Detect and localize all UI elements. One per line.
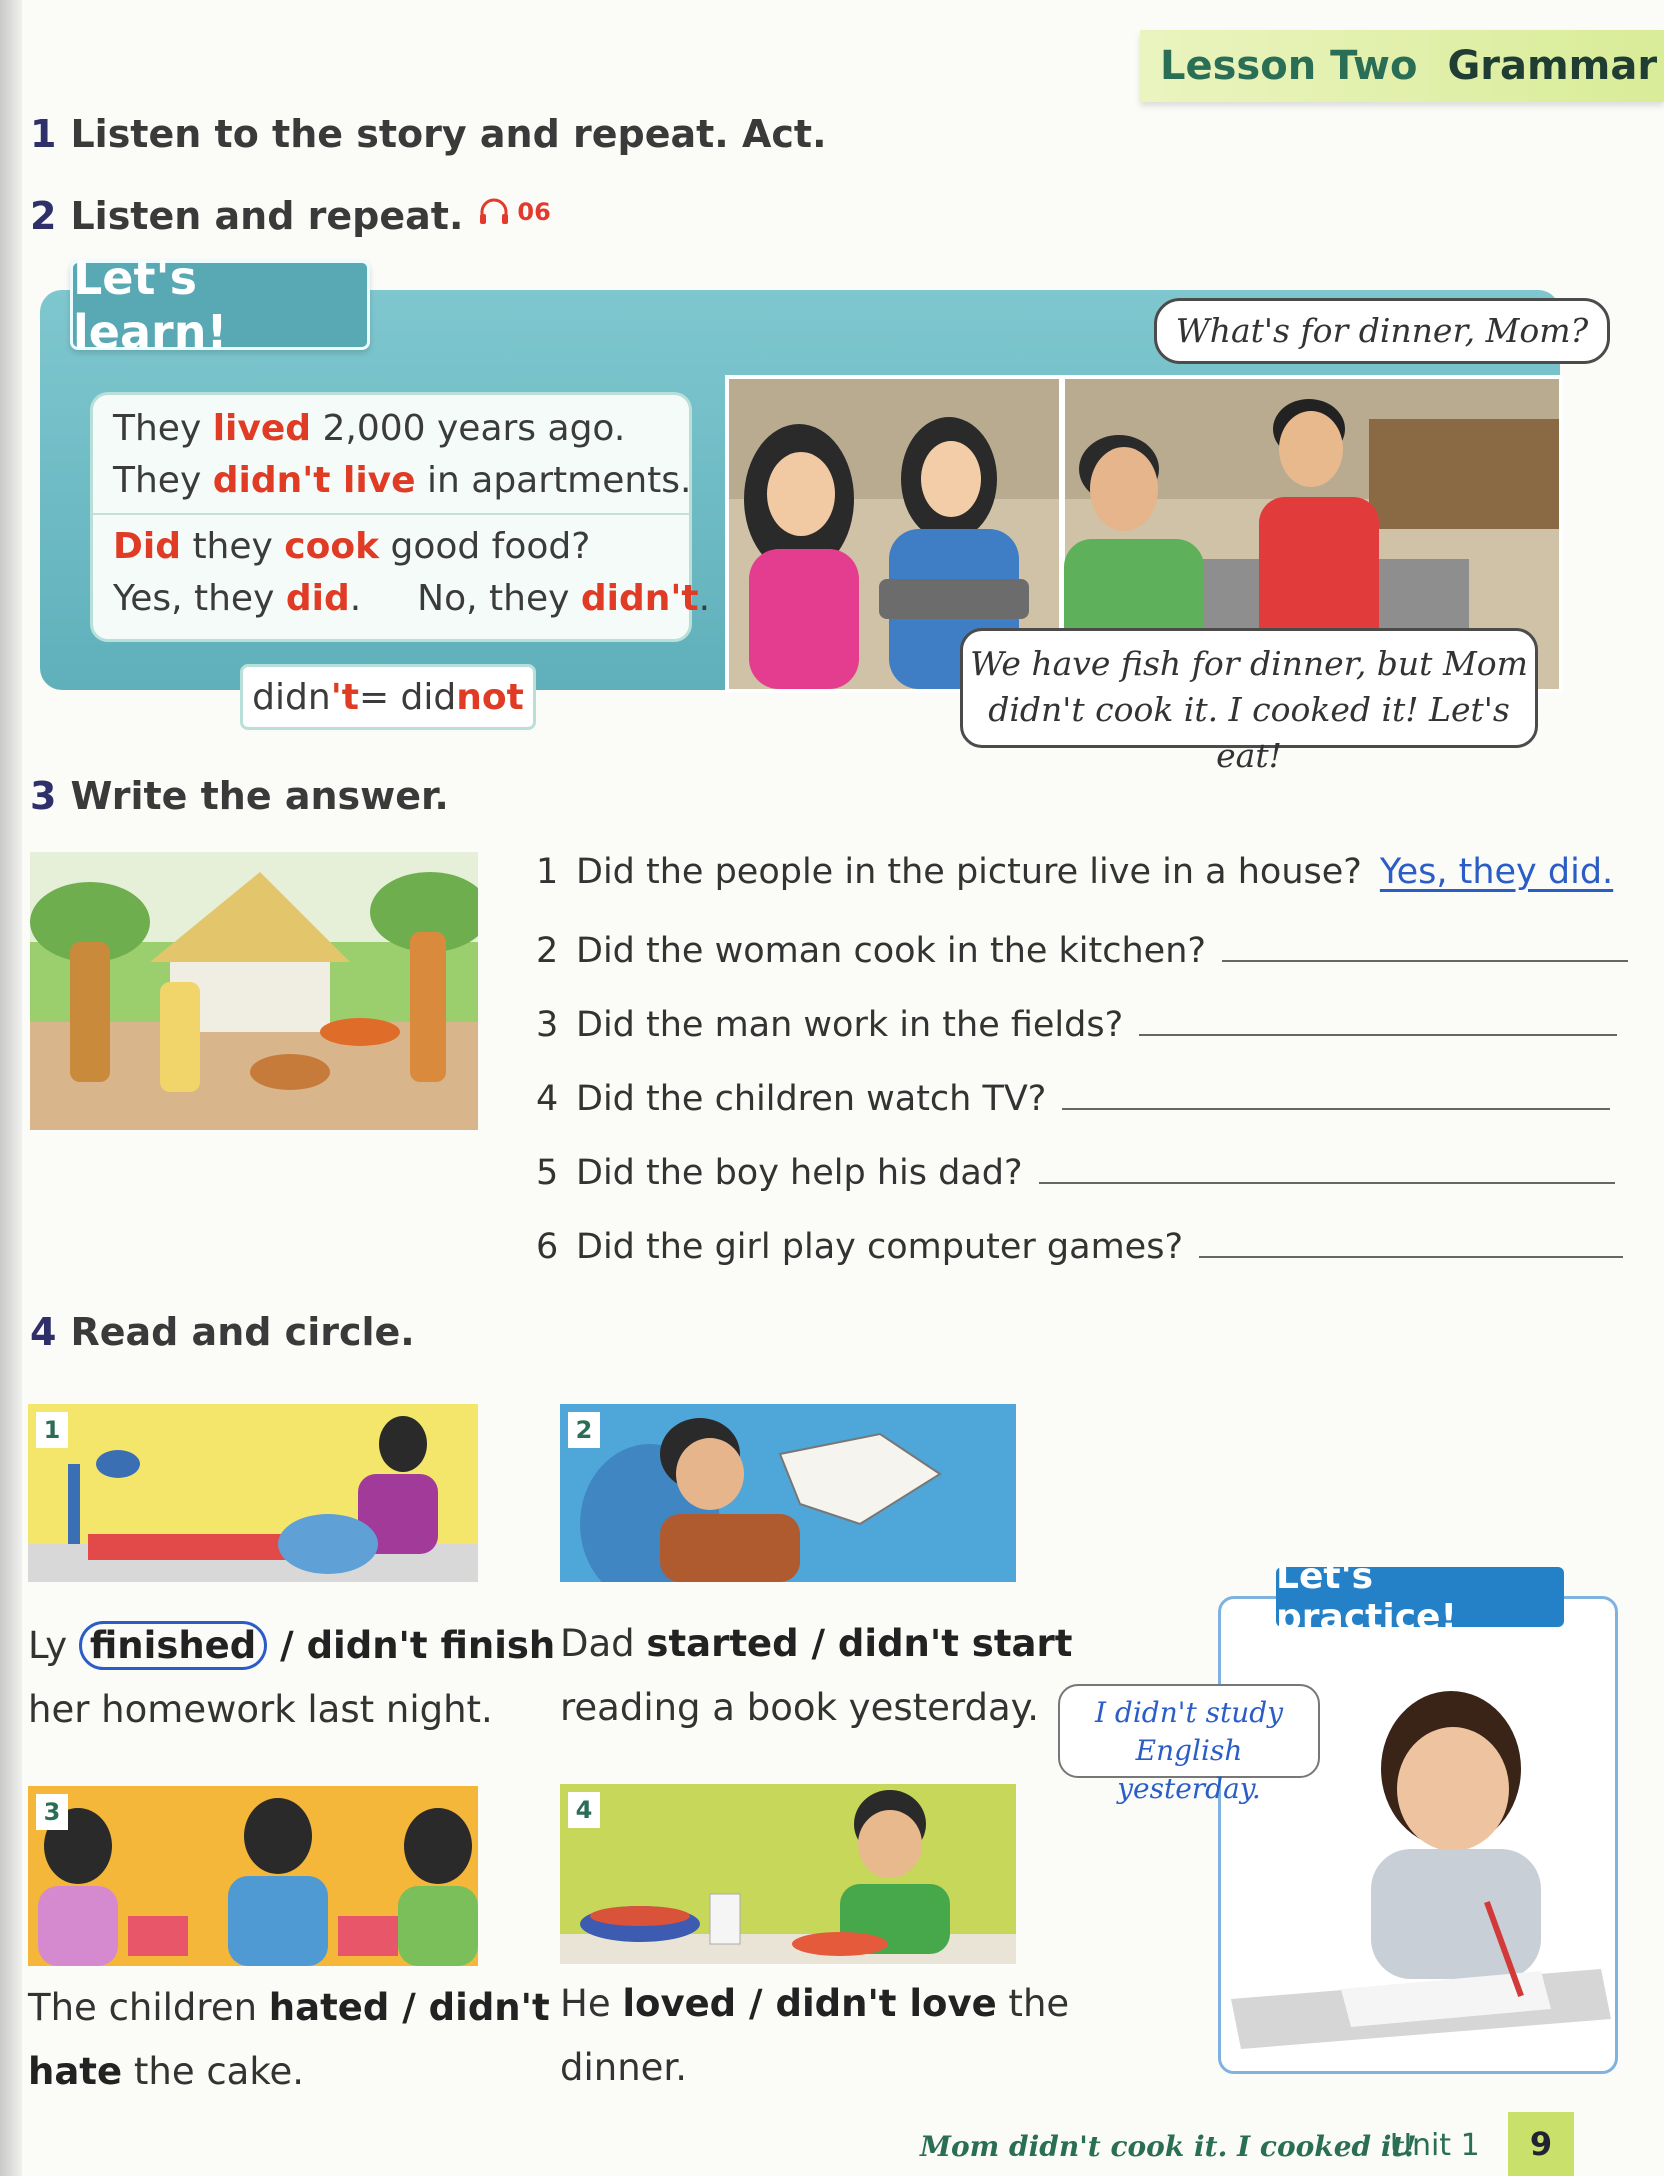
headphones-icon [477,195,511,229]
option[interactable]: hated [268,1986,390,2029]
unit-label: Unit 1 [1390,2128,1480,2163]
question-number: 3 [536,1005,559,1045]
dad-reading-image [560,1404,1016,1582]
option-separator: / [736,1982,776,2025]
exercise-number: 4 [30,1310,57,1354]
option-separator: / [798,1622,838,1665]
panel-number: 4 [568,1792,600,1828]
grammar-text: No, they [417,578,581,619]
lesson-label: Lesson Two [1160,43,1418,89]
option[interactable]: didn't love [775,1982,997,2025]
grammar-highlight: Did [113,526,181,567]
grammar-highlight: didn't [580,578,699,619]
question-number: 1 [536,852,559,892]
question-1 [536,852,1613,892]
speech-bubble-top: What's for dinner, Mom? [1154,298,1610,364]
answer-field[interactable]: Yes, they did. [1379,852,1614,892]
circle-sentence-2 [560,1612,1072,1740]
sentence-text: the [996,1982,1070,2025]
panel-number: 3 [36,1794,68,1830]
exercise-2-instruction [30,194,551,238]
sentence-text: He [560,1982,623,2025]
answer-line[interactable] [1039,1148,1615,1184]
grammar-box [90,392,711,642]
bubble-line: didn't cook it. I cooked it! Let's eat! [988,690,1510,775]
book-spine-shadow [0,0,22,2176]
instruction-text: Listen and repeat. [70,194,464,238]
question-text: Did the boy help his dad? [576,1153,1023,1193]
answer-line[interactable] [1062,1074,1610,1110]
sentence-text: reading a book yesterday. [560,1686,1039,1729]
sentence-text: the cake. [122,2050,304,2093]
question-text: Did the girl play computer games? [576,1227,1184,1267]
grammar-line-2 [113,455,692,507]
lets-practice-badge: Let's practice! [1276,1567,1564,1627]
exercise-number: 3 [30,774,57,818]
question-text: Did the man work in the fields? [576,1005,1124,1045]
picture-panel-1 [28,1404,478,1582]
sentence-text: Ly [28,1624,79,1667]
picture-panel-3 [28,1786,478,1966]
option[interactable]: hate [28,2050,123,2093]
contraction-highlight: not [456,676,524,718]
contraction-highlight: 't [330,676,359,718]
instruction-text: Write the answer. [70,774,449,818]
practice-speech-bubble [1058,1684,1320,1805]
exercise-number: 1 [30,112,57,156]
answer-line[interactable] [1139,1000,1617,1036]
grammar-divider [93,513,689,515]
answer-line[interactable] [1222,926,1628,962]
question-2 [536,926,1628,971]
contraction-box [240,664,536,730]
option-separator: / [389,1986,429,2029]
sentence-text: dinner. [560,2046,688,2089]
contraction-text: didn [252,676,331,718]
grammar-line-4 [113,573,711,625]
bubble-line: We have fish for dinner, but Mom [970,644,1528,683]
footer-title: Mom didn't cook it. I cooked it! [920,2130,1417,2163]
question-number: 6 [536,1227,559,1267]
option[interactable]: loved [622,1982,737,2025]
bubble-line: English yesterday. [1117,1734,1261,1805]
grammar-text: in apartments. [415,460,692,501]
grammar-highlight: didn't live [212,460,416,501]
contraction-text: = did [358,676,457,718]
option[interactable]: didn't start [837,1622,1073,1665]
panel-number: 2 [568,1412,600,1448]
sentence-text: Dad [560,1622,647,1665]
grammar-line-3 [113,521,669,573]
question-text: Did the children watch TV? [576,1079,1047,1119]
question-4 [536,1074,1610,1119]
circle-sentence-1 [28,1614,555,1742]
lets-learn-badge: Let's learn! [70,260,370,350]
question-number: 2 [536,931,559,971]
circle-sentence-4 [560,1972,1069,2100]
grammar-text: Yes, they [113,578,286,619]
grammar-text: . [698,578,711,619]
grammar-text: They [113,408,213,449]
grammar-text: They [113,460,213,501]
option[interactable]: started [646,1622,799,1665]
track-number: 06 [517,198,551,226]
question-3 [536,1000,1617,1045]
option-separator: / [267,1624,307,1667]
instruction-text: Listen to the story and repeat. Act. [70,112,827,156]
grammar-text: they [181,526,285,567]
question-text: Did the people in the picture live in a house? [576,852,1362,892]
children-cake-image [28,1786,478,1966]
grammar-highlight: cook [284,526,380,567]
lets-practice-box [1218,1596,1618,2074]
question-6 [536,1222,1623,1267]
grammar-line-1 [113,403,669,455]
option-circled[interactable]: finished [79,1621,267,1670]
question-5 [536,1148,1615,1193]
sentence-text: The children [28,1986,269,2029]
exercise-1-instruction [30,112,827,156]
girl-writing-image [1221,1599,1615,2071]
question-number: 5 [536,1153,559,1193]
girl-homework-image [28,1404,478,1582]
boy-dinner-image [560,1784,1016,1964]
circle-sentence-3 [28,1976,550,2104]
ancient-village-illustration [30,852,478,1130]
section-label: Grammar [1447,43,1658,89]
audio-track[interactable] [477,195,550,229]
village-scene-image [30,852,478,1130]
exercise-number: 2 [30,194,57,238]
page-number: 9 [1508,2112,1574,2176]
picture-panel-4 [560,1784,1016,1964]
exercise-4-instruction [30,1310,415,1354]
speech-bubble-bottom [960,628,1538,775]
sentence-text: her homework last night. [28,1688,493,1731]
lesson-header [1140,30,1664,102]
instruction-text: Read and circle. [70,1310,415,1354]
question-number: 4 [536,1079,559,1119]
grammar-highlight: did [285,578,350,619]
exercise-3-instruction [30,774,449,818]
question-text: Did the woman cook in the kitchen? [576,931,1206,971]
picture-panel-2 [560,1404,1016,1582]
option[interactable]: didn't [428,1986,550,2029]
grammar-highlight: lived [212,408,312,449]
option[interactable]: didn't finish [306,1624,556,1667]
grammar-text: . [349,578,362,619]
bubble-line: I didn't study [1094,1696,1284,1729]
grammar-text: 2,000 years ago. [311,408,626,449]
panel-number: 1 [36,1412,68,1448]
answer-line[interactable] [1199,1222,1623,1258]
grammar-text: good food? [379,526,591,567]
